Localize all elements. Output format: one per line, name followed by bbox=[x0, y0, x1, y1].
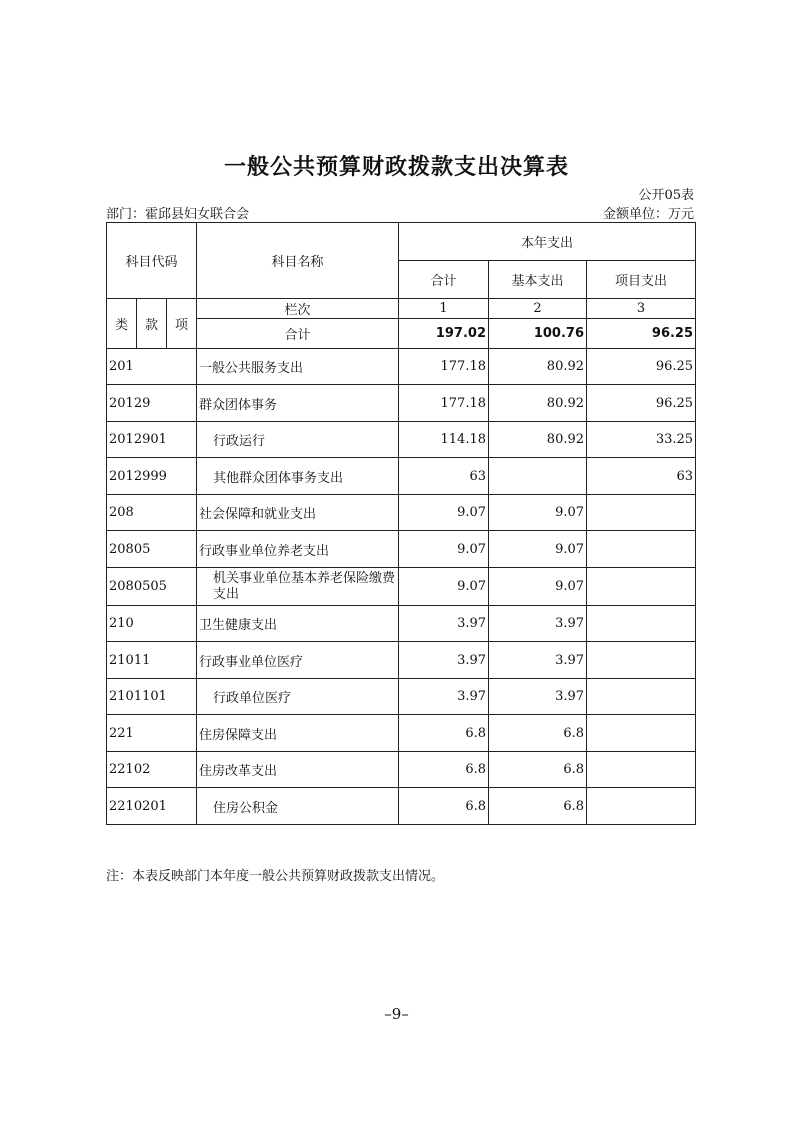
row-total: 3.97 bbox=[399, 679, 489, 715]
row-basic: 3.97 bbox=[489, 642, 587, 679]
row-code: 2012901 bbox=[107, 422, 197, 458]
row-basic: 80.92 bbox=[489, 349, 587, 385]
row-name: 住房保障支出 bbox=[197, 715, 399, 752]
row-code: 2101101 bbox=[107, 679, 197, 715]
row-project: 63 bbox=[587, 458, 696, 495]
total-row-basic: 100.76 bbox=[489, 319, 587, 349]
row-name: 卫生健康支出 bbox=[197, 606, 399, 642]
row-project bbox=[587, 642, 696, 679]
row-basic: 3.97 bbox=[489, 606, 587, 642]
table-row bbox=[107, 495, 696, 531]
table-row bbox=[107, 788, 696, 825]
row-code: 20129 bbox=[107, 385, 197, 422]
row-project bbox=[587, 752, 696, 788]
total-row-project: 96.25 bbox=[587, 319, 696, 349]
row-total: 6.8 bbox=[399, 788, 489, 825]
row-code: 2012999 bbox=[107, 458, 197, 495]
row-total: 114.18 bbox=[399, 422, 489, 458]
row-name: 住房改革支出 bbox=[197, 752, 399, 788]
row-project bbox=[587, 715, 696, 752]
page-title: 一般公共预算财政拨款支出决算表 bbox=[223, 154, 569, 180]
table-note: 注：本表反映部门本年度一般公共预算财政拨款支出情况。 bbox=[106, 869, 445, 884]
row-basic: 3.97 bbox=[489, 679, 587, 715]
row-total: 3.97 bbox=[399, 642, 489, 679]
row-total: 177.18 bbox=[399, 349, 489, 385]
row-project: 33.25 bbox=[587, 422, 696, 458]
row-total: 9.07 bbox=[399, 568, 489, 606]
row-code: 21011 bbox=[107, 642, 197, 679]
row-name: 行政单位医疗 bbox=[197, 679, 399, 715]
header-lei: 类 bbox=[107, 299, 137, 349]
row-project: 96.25 bbox=[587, 385, 696, 422]
row-name: 住房公积金 bbox=[197, 788, 399, 825]
row-code: 22102 bbox=[107, 752, 197, 788]
column-number-2: 2 bbox=[489, 299, 587, 319]
row-name: 行政运行 bbox=[197, 422, 399, 458]
header-total: 合计 bbox=[399, 261, 489, 299]
table-row bbox=[107, 715, 696, 752]
header-name: 科目名称 bbox=[197, 223, 399, 299]
table-row bbox=[107, 349, 696, 385]
row-name: 其他群众团体事务支出 bbox=[197, 458, 399, 495]
row-code: 2210201 bbox=[107, 788, 197, 825]
row-project bbox=[587, 606, 696, 642]
row-code: 208 bbox=[107, 495, 197, 531]
table-row bbox=[107, 422, 696, 458]
total-row-total: 197.02 bbox=[399, 319, 489, 349]
table-row bbox=[107, 458, 696, 495]
table-row bbox=[107, 568, 696, 606]
row-total: 9.07 bbox=[399, 531, 489, 568]
page-number: –9– bbox=[384, 1005, 409, 1023]
row-total: 3.97 bbox=[399, 606, 489, 642]
row-code: 210 bbox=[107, 606, 197, 642]
row-project bbox=[587, 788, 696, 825]
column-label: 栏次 bbox=[197, 299, 399, 319]
form-number: 公开05表 bbox=[638, 188, 694, 203]
table-row bbox=[107, 606, 696, 642]
table-row bbox=[107, 531, 696, 568]
row-basic: 80.92 bbox=[489, 385, 587, 422]
budget-table bbox=[106, 222, 696, 825]
row-project bbox=[587, 568, 696, 606]
row-total: 9.07 bbox=[399, 495, 489, 531]
row-code: 201 bbox=[107, 349, 197, 385]
row-name: 机关事业单位基本养老保险缴费支出 bbox=[197, 568, 399, 606]
table-row bbox=[107, 642, 696, 679]
row-name: 行政事业单位养老支出 bbox=[197, 531, 399, 568]
header-code: 科目代码 bbox=[107, 223, 197, 299]
header-basic: 基本支出 bbox=[489, 261, 587, 299]
row-basic bbox=[489, 458, 587, 495]
row-basic: 9.07 bbox=[489, 568, 587, 606]
row-name: 社会保障和就业支出 bbox=[197, 495, 399, 531]
row-basic: 9.07 bbox=[489, 495, 587, 531]
row-basic: 6.8 bbox=[489, 788, 587, 825]
header-current-year: 本年支出 bbox=[399, 223, 696, 261]
table-row bbox=[107, 679, 696, 715]
row-name: 行政事业单位医疗 bbox=[197, 642, 399, 679]
amount-unit-label: 金额单位：万元 bbox=[602, 207, 694, 222]
header-kuan: 款 bbox=[137, 299, 167, 349]
row-project bbox=[587, 679, 696, 715]
row-total: 6.8 bbox=[399, 715, 489, 752]
row-basic: 9.07 bbox=[489, 531, 587, 568]
department-label: 部门：霍邱县妇女联合会 bbox=[106, 207, 250, 222]
row-code: 221 bbox=[107, 715, 197, 752]
header-xiang: 项 bbox=[167, 299, 197, 349]
row-basic: 6.8 bbox=[489, 752, 587, 788]
row-total: 6.8 bbox=[399, 752, 489, 788]
row-basic: 6.8 bbox=[489, 715, 587, 752]
column-number-1: 1 bbox=[399, 299, 489, 319]
row-project bbox=[587, 495, 696, 531]
row-name: 群众团体事务 bbox=[197, 385, 399, 422]
row-code: 2080505 bbox=[107, 568, 197, 606]
row-project: 96.25 bbox=[587, 349, 696, 385]
row-code: 20805 bbox=[107, 531, 197, 568]
row-name: 一般公共服务支出 bbox=[197, 349, 399, 385]
table-row bbox=[107, 385, 696, 422]
header-project: 项目支出 bbox=[587, 261, 696, 299]
row-total: 63 bbox=[399, 458, 489, 495]
row-project bbox=[587, 531, 696, 568]
row-basic: 80.92 bbox=[489, 422, 587, 458]
total-row-label: 合计 bbox=[197, 319, 399, 349]
table-row bbox=[107, 752, 696, 788]
column-number-3: 3 bbox=[587, 299, 696, 319]
row-total: 177.18 bbox=[399, 385, 489, 422]
